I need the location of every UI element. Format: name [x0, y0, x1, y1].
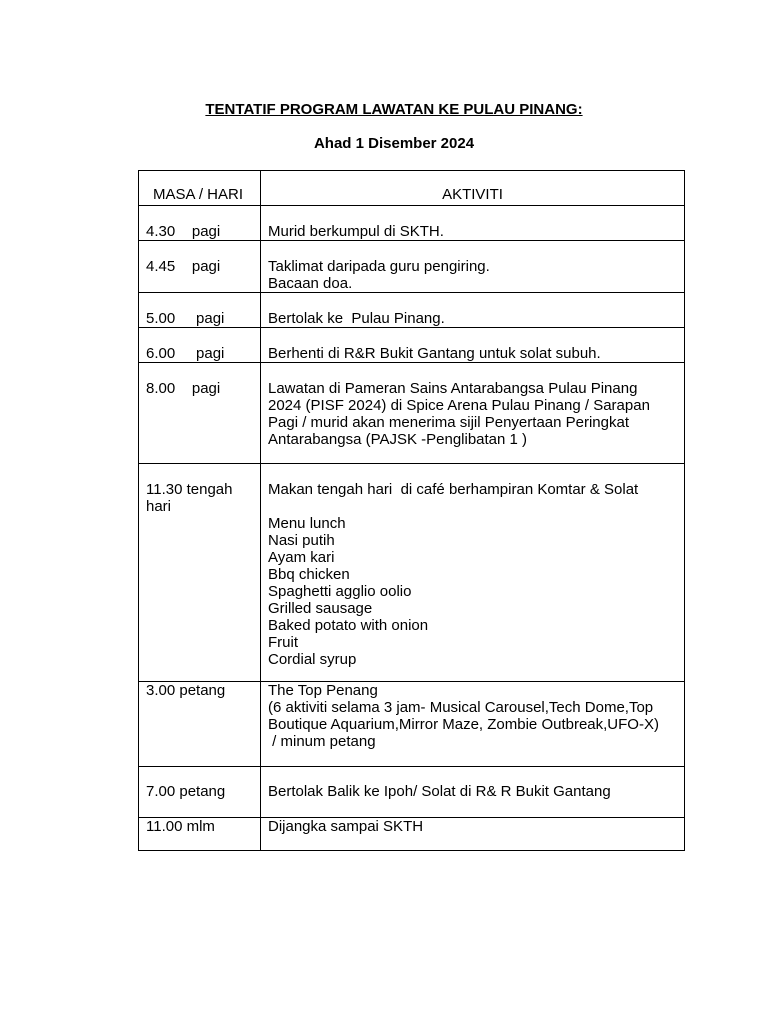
activity-line: / minum petang — [268, 733, 376, 750]
table-row — [139, 682, 685, 767]
menu-item: Grilled sausage — [268, 600, 373, 617]
header-activity: AKTIVITI — [261, 171, 685, 206]
activity-line: Dijangka sampai SKTH — [268, 818, 424, 835]
table-row — [139, 818, 685, 851]
time-cell: 8.00 pagi — [146, 380, 221, 397]
activity-line: Taklimat daripada guru pengiring. — [268, 258, 490, 275]
time-cell: 7.00 petang — [146, 783, 226, 800]
activity-line: Bertolak Balik ke Ipoh/ Solat di R& R Bukit Gantang — [268, 783, 611, 800]
time-cell: 4.30 pagi — [146, 223, 221, 240]
menu-item: Bbq chicken — [268, 566, 350, 583]
menu-item: Ayam kari — [268, 549, 335, 566]
activity-line: Boutique Aquarium,Mirror Maze, Zombie Outbreak,UFO-X) — [268, 716, 659, 733]
time-cell: 4.45 pagi — [146, 258, 221, 275]
time-cell: 5.00 pagi — [146, 310, 225, 327]
table-row — [139, 293, 685, 328]
table-row — [139, 328, 685, 363]
menu-item: Fruit — [268, 634, 298, 651]
activity-line: Pagi / murid akan menerima sijil Penyertaan Peringkat — [268, 414, 630, 431]
activity-line: Bacaan doa. — [268, 275, 353, 292]
document-title: TENTATIF PROGRAM LAWATAN KE PULAU PINANG: — [205, 101, 583, 118]
table-row — [139, 767, 685, 818]
time-cell: 6.00 pagi — [146, 345, 225, 362]
time-cell: 3.00 petang — [146, 682, 226, 699]
menu-item: Nasi putih — [268, 532, 335, 549]
table-header-row — [139, 171, 685, 206]
activity-line: (6 aktiviti selama 3 jam- Musical Carousel,Tech Dome,Top — [268, 699, 654, 716]
menu-item: Baked potato with onion — [268, 617, 429, 634]
menu-item: Spaghetti agglio oolio — [268, 583, 412, 600]
time-cell-cont: hari — [146, 498, 172, 515]
time-cell: 11.00 mlm — [146, 818, 215, 835]
activity-line: Antarabangsa (PAJSK -Penglibatan 1 ) — [268, 431, 528, 448]
activity-line: Makan tengah hari di café berhampiran Komtar & Solat — [268, 481, 639, 498]
header-time: MASA / HARI — [139, 171, 261, 206]
table-row — [139, 363, 685, 464]
activity-line: Murid berkumpul di SKTH. — [268, 223, 444, 240]
menu-item: Cordial syrup — [268, 651, 357, 668]
activity-line: Bertolak ke Pulau Pinang. — [268, 310, 445, 327]
activity-line: The Top Penang — [268, 682, 378, 699]
menu-heading: Menu lunch — [268, 515, 346, 532]
table-row — [139, 206, 685, 241]
activity-line: Berhenti di R&R Bukit Gantang untuk solat subuh. — [268, 345, 601, 362]
table-row — [139, 241, 685, 293]
program-date: Ahad 1 Disember 2024 — [313, 135, 475, 152]
schedule-table — [138, 170, 685, 851]
table-row — [139, 464, 685, 682]
activity-line: Lawatan di Pameran Sains Antarabangsa Pulau Pinang — [268, 380, 638, 397]
time-cell: 11.30 tengah — [146, 481, 233, 498]
activity-line: 2024 (PISF 2024) di Spice Arena Pulau Pinang / Sarapan — [268, 397, 650, 414]
